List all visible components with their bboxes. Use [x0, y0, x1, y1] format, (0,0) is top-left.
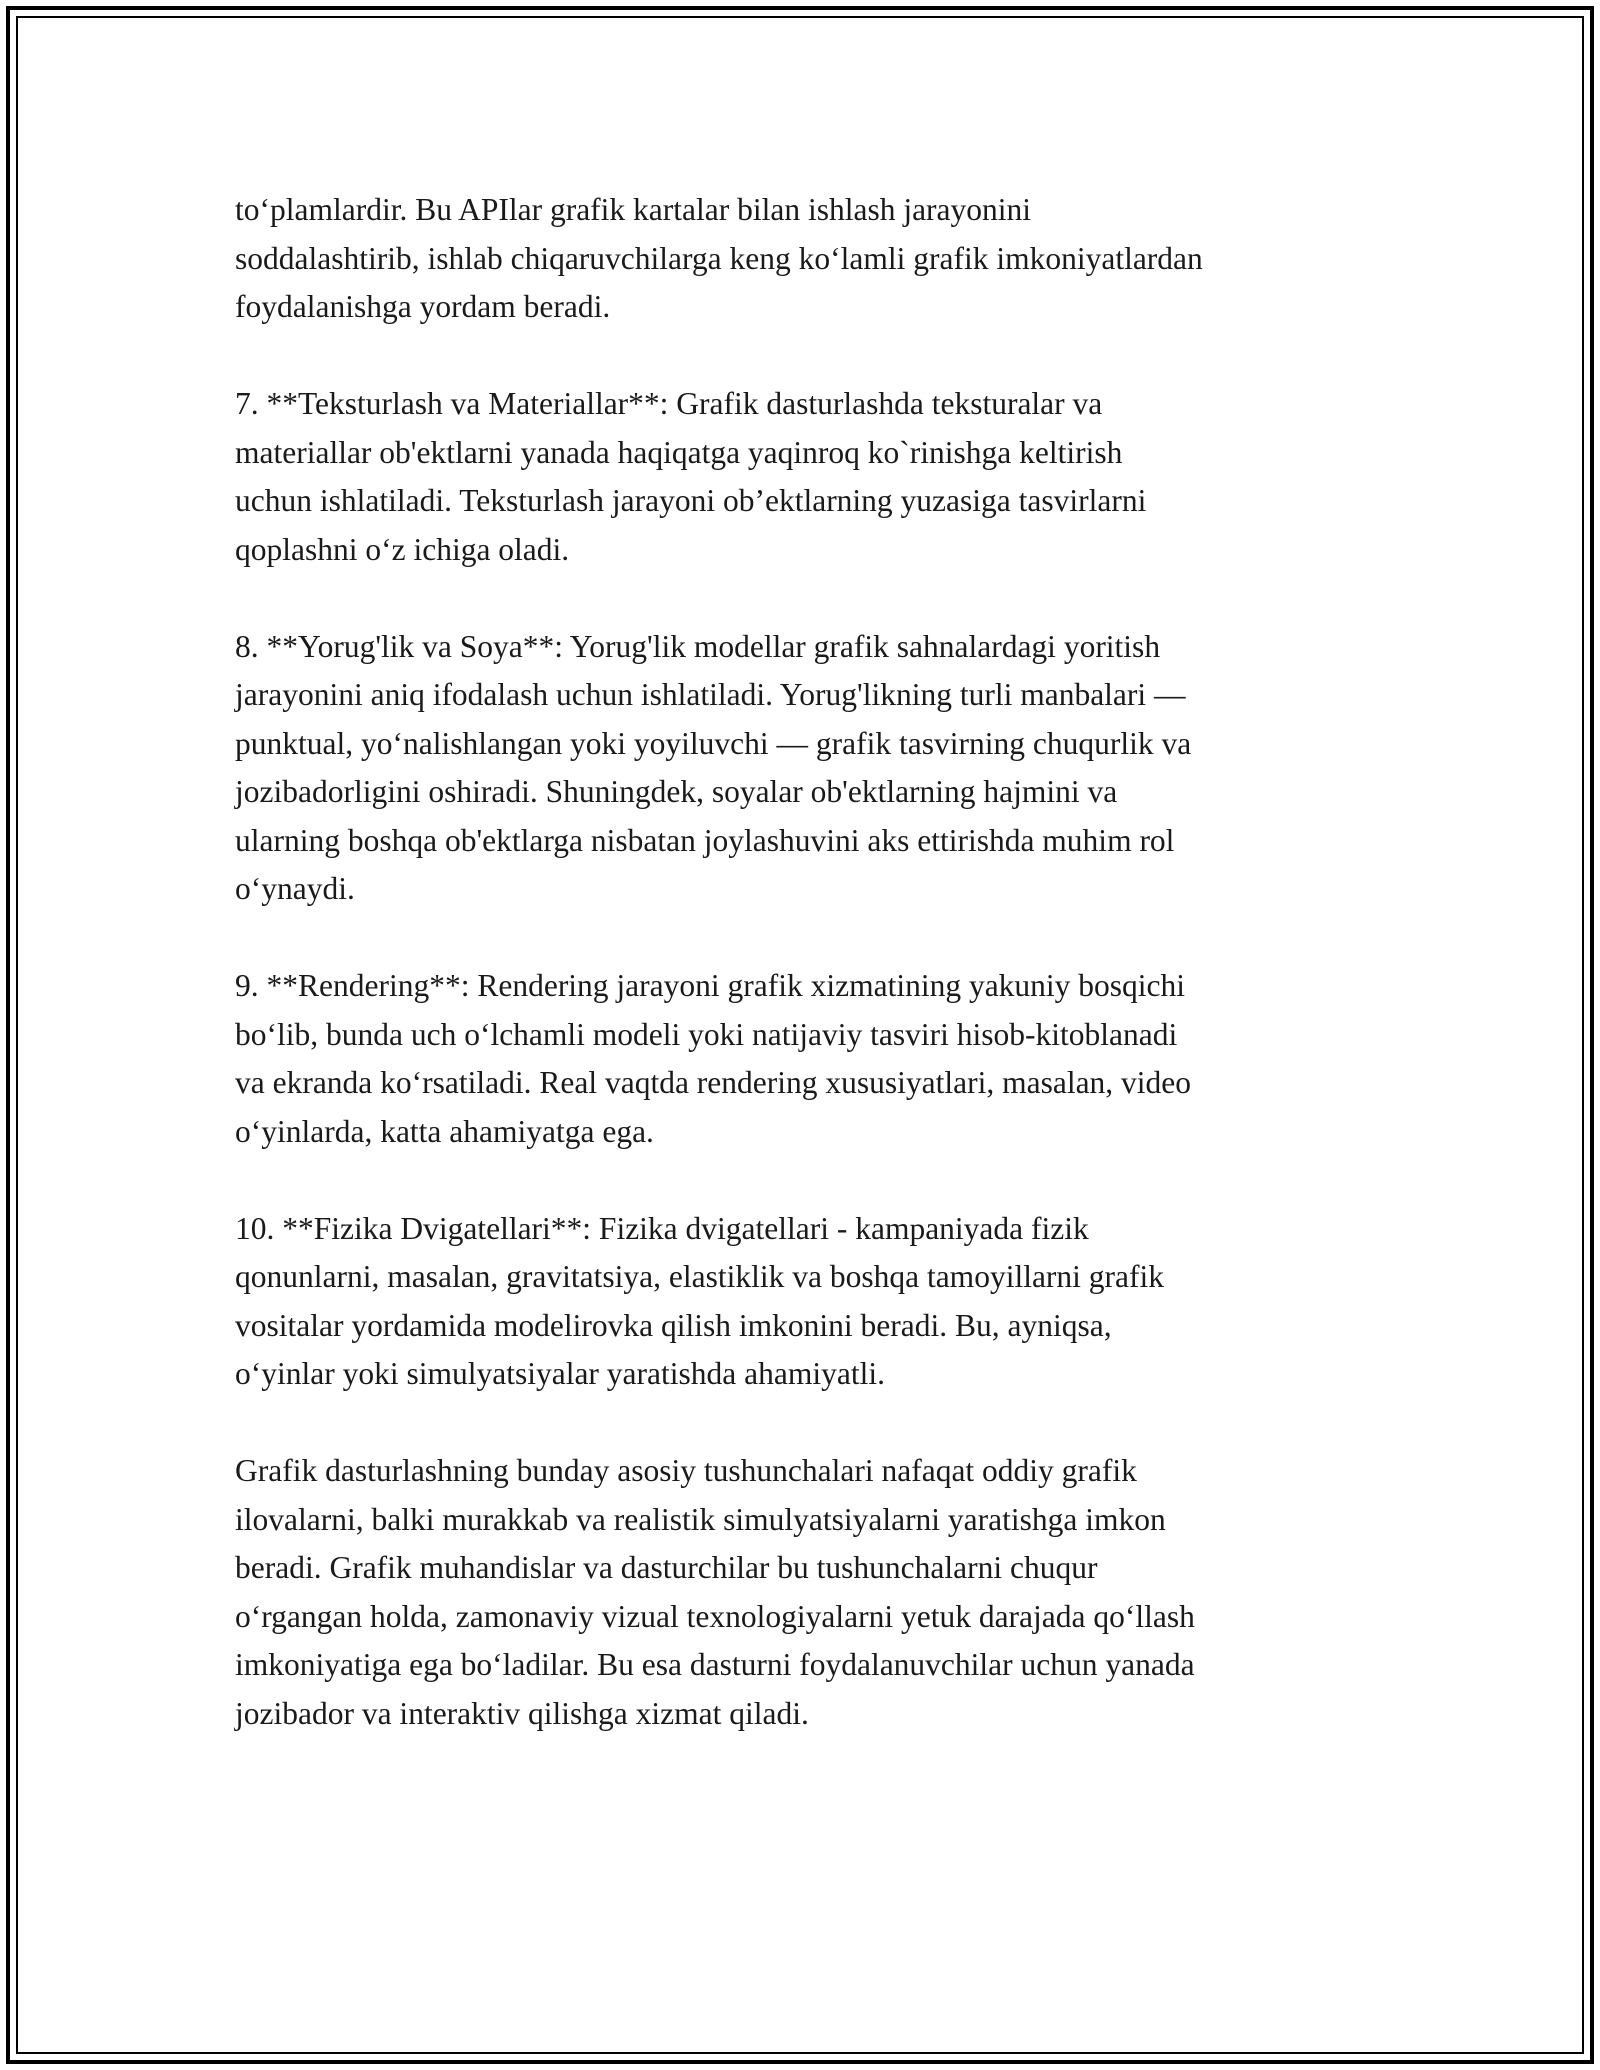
- text-line: punktual, yo‘nalishlangan yoki yoyiluvchi — grafik tasvirning chuqurlik va: [235, 725, 1192, 761]
- paragraph-conclusion: [235, 1447, 1375, 1738]
- text-line: beradi. Grafik muhandislar va dasturchilar bu tushunchalarni chuqur: [235, 1550, 1098, 1585]
- document-body: [235, 186, 1375, 1738]
- paragraph-gap: [235, 1156, 1375, 1205]
- text-line: soddalashtirib, ishlab chiqaruvchilarga keng ko‘lamli grafik imkoniyatlardan: [235, 240, 1203, 276]
- paragraph-lighting: [235, 623, 1375, 914]
- text-line: uchun ishlatiladi. Teksturlash jarayoni ob’ektlarning yuzasiga tasvirlarni: [235, 483, 1147, 518]
- text-line: to‘plamlardir. Bu APIlar grafik kartalar bilan ishlash jarayonini: [235, 192, 1032, 227]
- paragraph-gap: [235, 574, 1375, 623]
- paragraph-gap: [235, 914, 1375, 963]
- text-line: qonunlarni, masalan, gravitatsiya, elastiklik va boshqa tamoyillarni grafik: [235, 1259, 1165, 1294]
- text-line: jozibador va interaktiv qilishga xizmat qiladi.: [235, 1695, 809, 1731]
- text-line: bo‘lib, bunda uch o‘lchamli modeli yoki natijaviy tasviri hisob-kitoblanadi: [235, 1016, 1178, 1052]
- paragraph-texturing: [235, 380, 1375, 574]
- paragraph-rendering: [235, 962, 1375, 1156]
- text-line: qoplashni o‘z ichiga oladi.: [235, 531, 570, 567]
- text-line: 9. **Rendering**: Rendering jarayoni grafik xizmatining yakuniy bosqichi: [235, 968, 1186, 1003]
- text-line: o‘rgangan holda, zamonaviy vizual texnologiyalarni yetuk darajada qo‘llash: [235, 1598, 1195, 1634]
- text-line: imkoniyatiga ega bo‘ladilar. Bu esa dasturni foydalanuvchilar uchun yanada: [235, 1647, 1195, 1682]
- paragraph-api-intro: [235, 186, 1375, 332]
- text-line: jozibadorligini oshiradi. Shuningdek, soyalar ob'ektlarning hajmini va: [235, 774, 1118, 809]
- text-line: foydalanishga yordam beradi.: [235, 289, 611, 324]
- paragraph-physics-engines: [235, 1205, 1375, 1399]
- text-line: ularning boshqa ob'ektlarga nisbatan joylashuvini aks ettirishda muhim rol: [235, 822, 1175, 858]
- text-line: va ekranda ko‘rsatiladi. Real vaqtda rendering xususiyatlari, masalan, video: [235, 1065, 1192, 1100]
- text-line: materiallar ob'ektlarni yanada haqiqatga yaqinroq ko`rinishga keltirish: [235, 434, 1123, 470]
- text-line: 7. **Teksturlash va Materiallar**: Grafik dasturlashda teksturalar va: [235, 386, 1103, 421]
- text-line: vositalar yordamida modelirovka qilish imkonini beradi. Bu, ayniqsa,: [235, 1307, 1112, 1343]
- text-line: 8. **Yorug'lik va Soya**: Yorug'lik modellar grafik sahnalardagi yoritish: [235, 628, 1161, 664]
- text-line: o‘yinlar yoki simulyatsiyalar yaratishda ahamiyatli.: [235, 1356, 885, 1391]
- text-line: 10. **Fizika Dvigatellari**: Fizika dvigatellari - kampaniyada fizik: [235, 1210, 1089, 1246]
- text-line: jarayonini aniq ifodalash uchun ishlatiladi. Yorug'likning turli manbalari —: [235, 677, 1186, 712]
- text-line: ilovalarni, balki murakkab va realistik simulyatsiyalarni yaratishga imkon: [235, 1501, 1166, 1537]
- paragraph-gap: [235, 1399, 1375, 1448]
- text-line: o‘yinlarda, katta ahamiyatga ega.: [235, 1113, 654, 1149]
- paragraph-gap: [235, 332, 1375, 381]
- text-line: o‘ynaydi.: [235, 871, 355, 906]
- text-line: Grafik dasturlashning bunday asosiy tushunchalari nafaqat oddiy grafik: [235, 1453, 1137, 1488]
